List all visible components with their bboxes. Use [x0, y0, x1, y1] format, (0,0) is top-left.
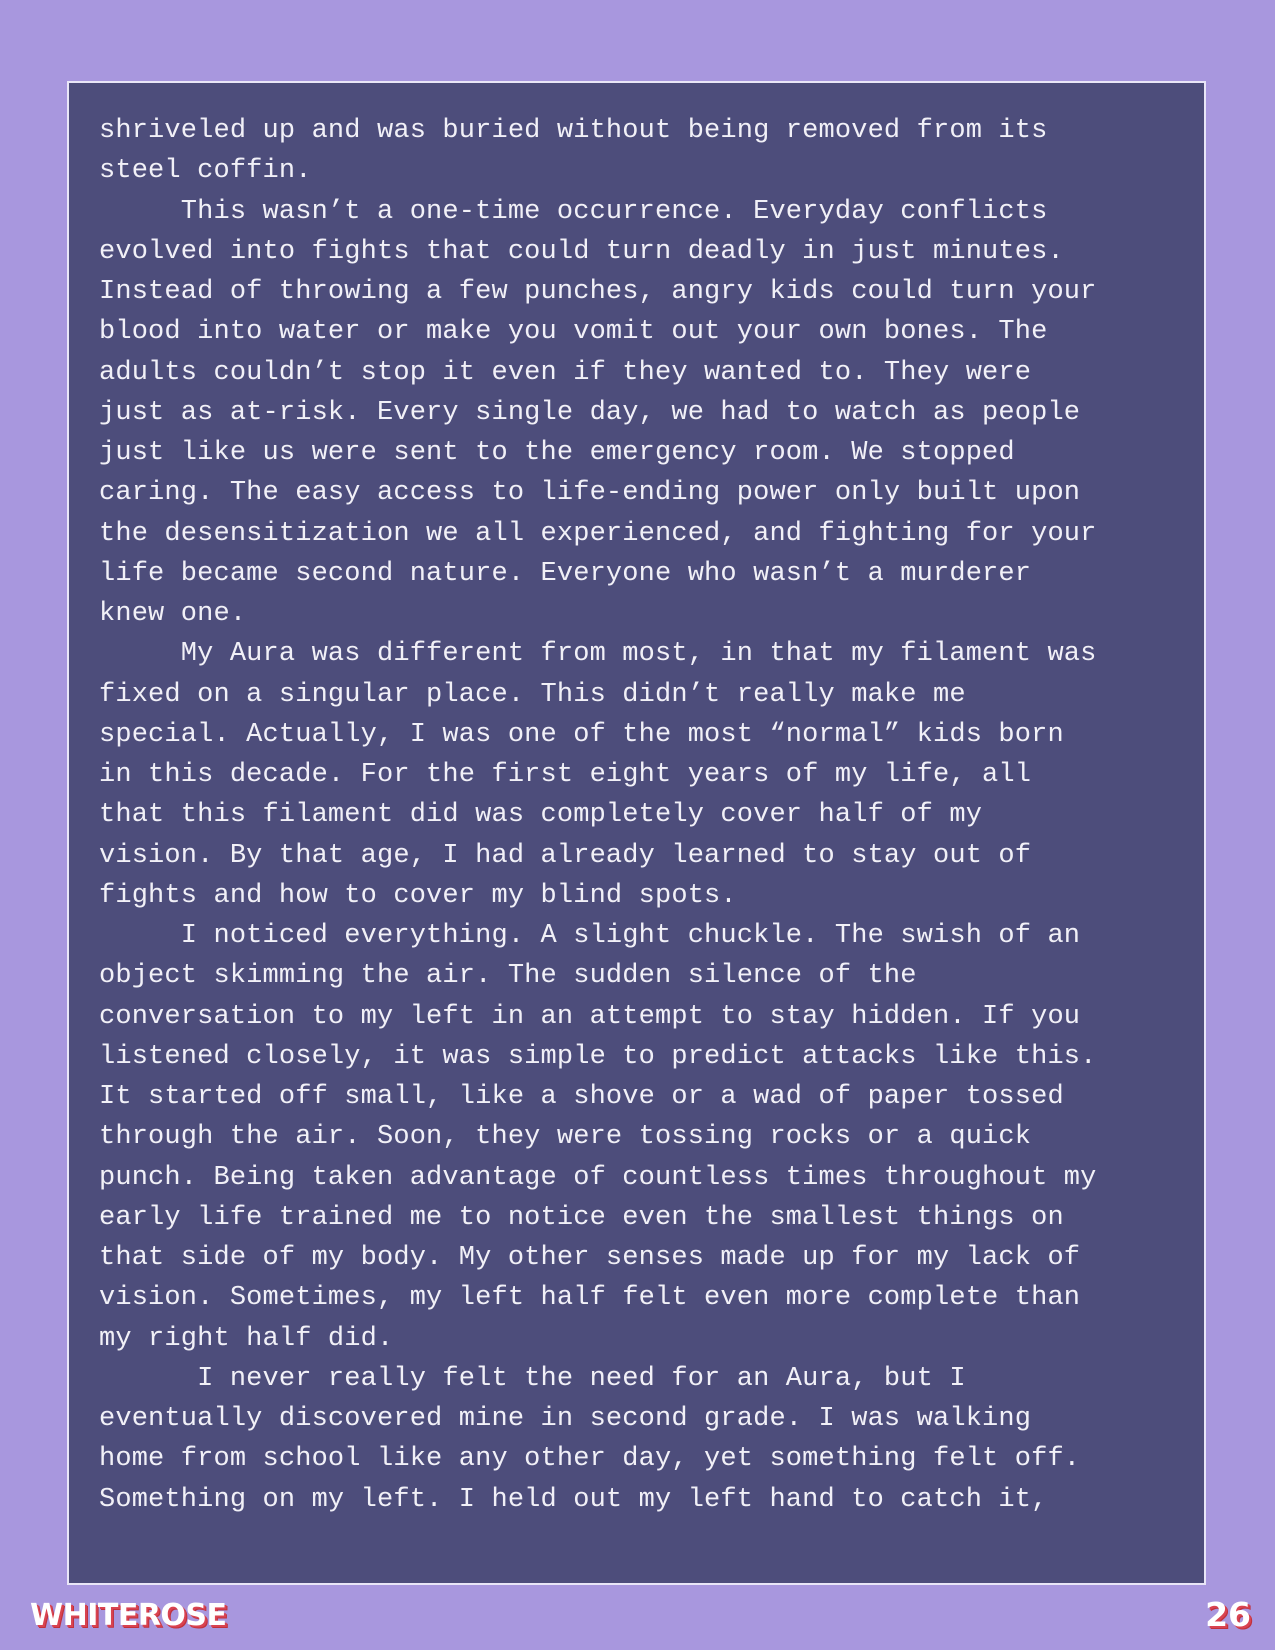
- text-line: I never really felt the need for an Aura, but I: [99, 1363, 966, 1394]
- text-line: Instead of throwing a few punches, angry kids could turn your: [99, 277, 1097, 307]
- text-line: steel coffin.: [99, 156, 312, 187]
- text-line: This wasn’t a one-time occurrence. Everyday conflicts: [99, 196, 1048, 227]
- text-line: special. Actually, I was one of the most “normal” kids born: [99, 719, 1064, 750]
- text-line: caring. The easy access to life-ending power only built upon: [99, 478, 1081, 509]
- text-line: eventually discovered mine in second grade. I was walking: [99, 1404, 1032, 1434]
- text-line: fights and how to cover my blind spots.: [99, 880, 737, 911]
- text-line: punch. Being taken advantage of countless times throughout my: [99, 1162, 1097, 1193]
- text-line: It started off small, like a shove or a wad of paper tossed: [99, 1082, 1064, 1112]
- text-line: knew one.: [99, 599, 247, 629]
- text-line: early life trained me to notice even the smallest things on: [99, 1202, 1064, 1233]
- text-line: the desensitization we all experienced, and fighting for your: [99, 518, 1097, 549]
- text-line: life became second nature. Everyone who wasn’t a murderer: [99, 558, 1032, 589]
- text-line: in this decade. For the first eight years of my life, all: [99, 760, 1032, 790]
- text-line: my right half did.: [99, 1323, 394, 1354]
- text-line: that side of my body. My other senses made up for my lack of: [99, 1243, 1081, 1273]
- text-line: just like us were sent to the emergency room. We stopped: [99, 438, 1015, 468]
- text-line: Something on my left. I held out my left hand to catch it,: [99, 1484, 1048, 1515]
- text-line: through the air. Soon, they were tossing rocks or a quick: [99, 1122, 1032, 1153]
- text-line: fixed on a singular place. This didn’t really make me: [99, 679, 966, 710]
- text-line: home from school like any other day, yet something felt off.: [99, 1444, 1081, 1475]
- text-line: that this filament did was completely cover half of my: [99, 800, 983, 831]
- text-line: shriveled up and was buried without being removed from its: [99, 116, 1048, 146]
- text-line: just as at-risk. Every single day, we had to watch as people: [99, 397, 1081, 428]
- page-number: 26: [1205, 1595, 1251, 1634]
- text-line: blood into water or make you vomit out your own bones. The: [99, 317, 1048, 348]
- text-line: conversation to my left in an attempt to stay hidden. If you: [99, 1001, 1081, 1032]
- text-line: vision. Sometimes, my left half felt even more complete than: [99, 1283, 1081, 1314]
- text-line: object skimming the air. The sudden silence of the: [99, 961, 917, 992]
- text-line: listened closely, it was simple to predict attacks like this.: [99, 1041, 1097, 1072]
- text-panel: [67, 81, 1206, 1585]
- text-line: I noticed everything. A slight chuckle. The swish of an: [99, 921, 1081, 951]
- text-line: adults couldn’t stop it even if they wanted to. They were: [99, 357, 1032, 388]
- text-line: evolved into fights that could turn deadly in just minutes.: [99, 236, 1064, 267]
- text-line: My Aura was different from most, in that my filament was: [99, 639, 1097, 670]
- body-text: [99, 111, 1189, 1520]
- text-line: vision. By that age, I had already learned to stay out of: [99, 840, 1032, 871]
- whiterose-logo: WHITEROSE: [30, 1598, 227, 1633]
